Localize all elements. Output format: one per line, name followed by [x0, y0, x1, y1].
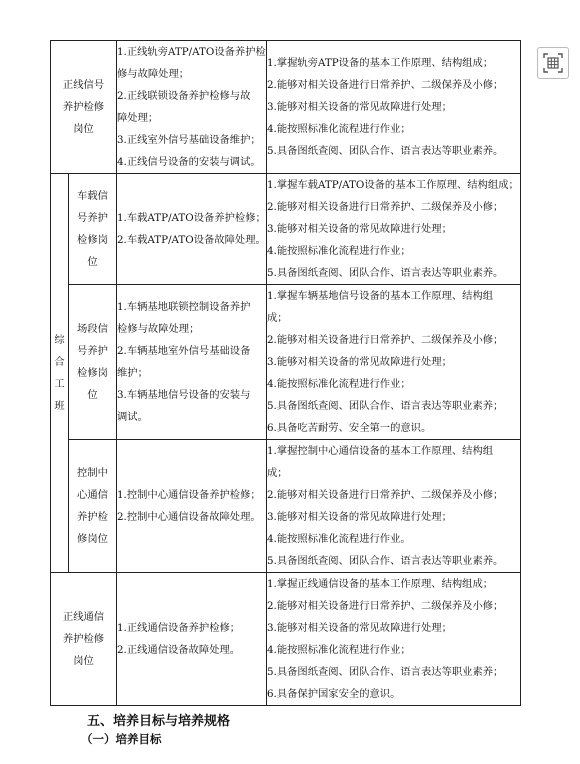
task-text: 1.正线轨旁ATP/ATO设备养护检	[117, 46, 266, 58]
task-text: 调试。	[117, 411, 148, 423]
group-text: 合	[54, 356, 65, 368]
requirement-text: 5.具备图纸查阅、团队合作、语言表达等职业素养。	[267, 555, 504, 567]
requirements-cell	[267, 440, 521, 573]
tasks-cell	[117, 174, 267, 285]
requirement-text: 4.能按照标准化流程进行作业；	[267, 644, 411, 656]
tasks-cell	[117, 285, 267, 440]
requirement-text: 4.能按照标准化流程进行作业；	[267, 245, 411, 257]
requirement-text: 3.能够对相关设备的常见故障进行处理；	[267, 356, 452, 368]
post-text: 场段信	[77, 323, 108, 335]
table-row	[51, 440, 521, 573]
requirement-text: 4.能按照标准化流程进行作业。	[267, 533, 411, 545]
group-cell	[51, 174, 69, 573]
post-text: 养护检修	[62, 633, 105, 645]
requirement-text: 4.能按照标准化流程进行作业；	[267, 378, 411, 390]
requirements-cell	[267, 573, 521, 706]
table-row	[51, 174, 521, 285]
scan-table-button[interactable]	[537, 47, 569, 79]
task-text: 2.控制中心通信设备故障处理。	[117, 511, 261, 523]
requirement-text: 6.具备吃苦耐劳、安全第一的意识。	[267, 422, 432, 434]
task-text: 3.车辆基地信号设备的安装与	[117, 389, 251, 401]
requirement-text: 5.具备图纸查阅、团队合作、语言表达等职业素养；	[267, 666, 504, 678]
task-text: 3.正线室外信号基础设备维护；	[117, 134, 261, 146]
scan-table-icon	[543, 53, 563, 73]
task-text: 2.车载ATP/ATO设备故障处理。	[117, 234, 266, 246]
task-text: 检修与故障处理；	[117, 323, 200, 335]
requirement-text: 1.掌握轨旁ATP设备的基本工作原理、结构组成；	[267, 57, 494, 69]
requirement-text: 2.能够对相关设备进行日常养护、二级保养及小修；	[267, 600, 504, 612]
tasks-cell	[117, 573, 267, 706]
post-text: 控制中	[77, 467, 108, 479]
post-text: 号养护	[77, 345, 108, 357]
post-text: 位	[87, 256, 98, 268]
task-text: 1.车辆基地联锁控制设备养护	[117, 301, 251, 313]
requirement-text: 2.能够对相关设备进行日常养护、二级保养及小修；	[267, 334, 504, 346]
requirement-text: 5.具备图纸查阅、团队合作、语言表达等职业素养。	[267, 267, 504, 279]
post-text: 号养护	[77, 212, 108, 224]
requirement-text: 3.能够对相关设备的常见故障进行处理；	[267, 511, 452, 523]
requirements-cell	[267, 174, 521, 285]
requirement-text: 6.具备保护国家安全的意识。	[267, 688, 401, 700]
task-text: 2.正线通信设备故障处理。	[117, 644, 241, 656]
post-text: 正线信号	[62, 79, 105, 91]
post-cell	[69, 174, 117, 285]
post-text: 位	[87, 389, 98, 401]
post-task-table	[50, 40, 521, 706]
post-cell	[69, 440, 117, 573]
task-text: 修与故障处理；	[117, 68, 190, 80]
post-cell	[69, 285, 117, 440]
requirement-text: 4.能按照标准化流程进行作业；	[267, 123, 411, 135]
post-cell	[51, 573, 117, 706]
post-text: 岗位	[73, 123, 94, 135]
tasks-cell	[117, 440, 267, 573]
requirement-text: 5.具备图纸查阅、团队合作、语言表达等职业素养。	[267, 145, 504, 157]
requirement-text: 1.掌握车载ATP/ATO设备的基本工作原理、结构组成；	[267, 179, 519, 191]
requirement-text: 3.能够对相关设备的常见故障进行处理；	[267, 223, 452, 235]
post-text: 检修岗	[77, 367, 108, 379]
task-text: 维护；	[117, 367, 148, 379]
requirement-text: 1.掌握车辆基地信号设备的基本工作原理、结构组	[267, 290, 494, 302]
group-text: 综	[54, 334, 65, 346]
requirement-text: 1.掌握正线通信设备的基本工作原理、结构组成；	[267, 578, 494, 590]
requirement-text: 3.能够对相关设备的常见故障进行处理；	[267, 622, 452, 634]
task-text: 4.正线信号设备的安装与调试。	[117, 156, 261, 168]
table-row	[51, 285, 521, 440]
post-cell	[51, 41, 117, 174]
post-text: 车载信	[77, 190, 108, 202]
subsection-heading: （一）培养目标	[81, 732, 162, 746]
tasks-cell	[117, 41, 267, 174]
post-text: 养护检修	[62, 101, 105, 113]
task-text: 1.车载ATP/ATO设备养护检修；	[117, 212, 266, 224]
requirements-cell	[267, 41, 521, 174]
task-text: 1.正线通信设备养护检修；	[117, 622, 241, 634]
requirements-cell	[267, 285, 521, 440]
requirement-text: 2.能够对相关设备进行日常养护、二级保养及小修；	[267, 79, 504, 91]
table-row	[51, 41, 521, 174]
requirement-text: 成；	[267, 467, 288, 479]
table-row	[51, 573, 521, 706]
task-text: 障处理；	[117, 112, 159, 124]
post-text: 岗位	[73, 655, 94, 667]
requirement-text: 5.具备图纸查阅、团队合作、语言表达等职业素养；	[267, 400, 504, 412]
requirement-text: 成；	[267, 312, 288, 324]
requirement-text: 2.能够对相关设备进行日常养护、二级保养及小修；	[267, 489, 504, 501]
post-text: 修岗位	[77, 533, 108, 545]
task-text: 1.控制中心通信设备养护检修；	[117, 489, 261, 501]
group-text: 班	[54, 400, 65, 412]
post-text: 心通信	[77, 489, 108, 501]
requirement-text: 1.掌握控制中心通信设备的基本工作原理、结构组	[267, 445, 494, 457]
requirement-text: 3.能够对相关设备的常见故障进行处理；	[267, 101, 452, 113]
task-text: 2.车辆基地室外信号基础设备	[117, 345, 251, 357]
post-text: 正线通信	[62, 611, 105, 623]
group-text: 工	[54, 378, 65, 390]
section-heading: 五、培养目标与培养规格	[87, 714, 231, 729]
post-text: 养护检	[77, 511, 108, 523]
task-text: 2.正线联锁设备养护检修与故	[117, 90, 251, 102]
requirement-text: 2.能够对相关设备进行日常养护、二级保养及小修；	[267, 201, 504, 213]
post-text: 检修岗	[77, 234, 108, 246]
